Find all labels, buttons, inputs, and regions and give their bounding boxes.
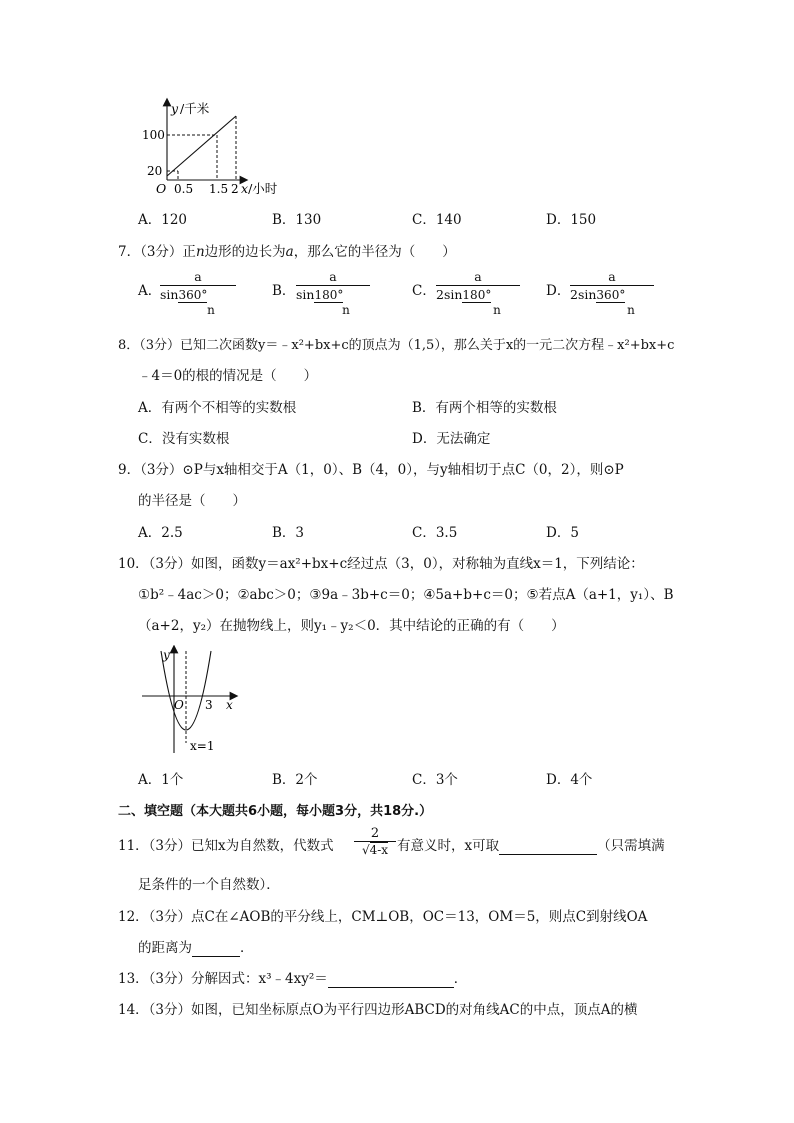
q7-option-d-label: D． [546, 283, 571, 299]
q8-option-a: A．有两个不相等的实数根 [138, 400, 297, 416]
q8-option-c: C．没有实数根 [138, 431, 230, 447]
q10-stem-line3: （a+2，y₂）在抛物线上，则y₁﹣y₂＜0．其中结论的正确的有（ ） [138, 618, 565, 634]
q7-option-a-label: A． [138, 283, 162, 299]
q10-stem-line1: 10．（3分）如图，函数y＝ax²+bx+c经过点（3，0），对称轴为直线x＝1，下列结论： [118, 556, 644, 572]
q10-option-d: D．4个 [546, 772, 593, 788]
q6-option-a: A．120 [138, 212, 188, 228]
q6-x-axis-label: x/小时 [241, 181, 278, 196]
q9-option-c: C．3.5 [412, 525, 458, 541]
q11-fraction [354, 826, 396, 858]
q10-x-tick-3: 3 [205, 698, 213, 712]
q12-stem-line1: 12．（3分）点C在∠AOB的平分线上，CM⊥OB，OC＝13，OM＝5，则点C到射线OA [118, 909, 648, 925]
q11-fraction-numerator: 2 [354, 826, 396, 842]
q7-option-d-fraction: a 2sin360° n [570, 269, 654, 317]
q8-stem-line2: ﹣4＝0的根的情况是（ ） [138, 368, 318, 384]
q6-option-b: B．130 [272, 212, 322, 228]
q12-answer-blank[interactable] [192, 940, 240, 957]
q10-option-c: C．3个 [412, 772, 458, 788]
q7-option-c-label: C． [412, 283, 436, 299]
q9-stem-line1: 9．（3分）⊙P与x轴相交于A（1，0）、B（4，0），与y轴相切于点C（0，2），则⊙P [118, 462, 624, 478]
q11-stem-pre: 11．（3分）已知x为自然数，代数式 [118, 838, 334, 854]
q8-option-b: B．有两个相等的实数根 [412, 400, 557, 416]
q6-option-c: C．140 [412, 212, 462, 228]
q9-option-d: D．5 [546, 525, 579, 541]
q9-option-a: A．2.5 [138, 525, 183, 541]
q9-stem-line2: 的半径是（ ） [138, 493, 246, 509]
q6-distance-time-graph [140, 96, 310, 200]
q7-option-a-fraction: a sin360° n [160, 269, 236, 317]
q11-stem-post: 有意义时，x可取 （只需填满 [397, 838, 665, 854]
q10-origin: O [174, 698, 184, 712]
q13-stem: 13．（3分）分解因式：x³﹣4xy²＝ ． [118, 971, 468, 987]
q11-answer-blank[interactable] [499, 838, 597, 855]
q6-y-axis-label: y [171, 101, 179, 116]
q9-option-b: B．3 [272, 525, 305, 541]
q10-option-a: A．1个 [138, 772, 184, 788]
q8-stem-line1: 8．（3分）已知二次函数y＝﹣x²+bx+c的顶点为（1,5），那么关于x的一元二次方程﹣x²+bx+c [118, 338, 675, 353]
q7-option-c-fraction: a 2sin180° n [436, 269, 520, 317]
radical-icon: √ [361, 843, 370, 857]
q6-x-tick-0-5: 0.5 [174, 182, 194, 196]
q6-option-d: D．150 [546, 212, 597, 228]
q6-x-tick-1-5: 1.5 [209, 182, 229, 196]
q11-radicand: 4-x [369, 843, 389, 857]
q10-x-axis-label: x [226, 698, 233, 712]
q10-option-b: B．2个 [272, 772, 318, 788]
section-2-heading: 二、填空题（本大题共6小题，每小题3分，共18分.） [118, 804, 433, 819]
q7-option-b-fraction: a sin180° n [296, 269, 370, 317]
q12-stem-line2: 的距离为 ． [138, 940, 254, 956]
q6-x-tick-2: 2 [231, 182, 239, 196]
q10-symmetry-label: x=1 [190, 739, 215, 753]
q7-stem: 7．（3分）正n边形的边长为a，那么它的半径为（ ） [118, 244, 456, 260]
q10-stem-line2: ①b²﹣4ac＞0；②abc＞0；③9a﹣3b+c＝0；④5a+b+c＝0；⑤若点A（a+1，y₁）、B [138, 587, 674, 603]
q11-stem-line2: 足条件的一个自然数）． [138, 877, 280, 893]
q10-parabola-graph [138, 645, 248, 757]
q13-answer-blank[interactable] [328, 971, 454, 988]
q6-y-tick-20: 20 [147, 164, 163, 178]
q6-origin: O [156, 181, 167, 196]
q6-y-tick-100: 100 [142, 128, 165, 142]
q14-stem-line1: 14．（3分）如图，已知坐标原点O为平行四边形ABCD的对角线AC的中点，顶点A的横 [118, 1002, 638, 1018]
q7-option-b-label: B． [272, 283, 296, 299]
q8-option-d: D．无法确定 [412, 431, 491, 447]
q10-y-axis-label: y [163, 648, 170, 662]
svg-text:/千米: /千米 [180, 101, 210, 116]
